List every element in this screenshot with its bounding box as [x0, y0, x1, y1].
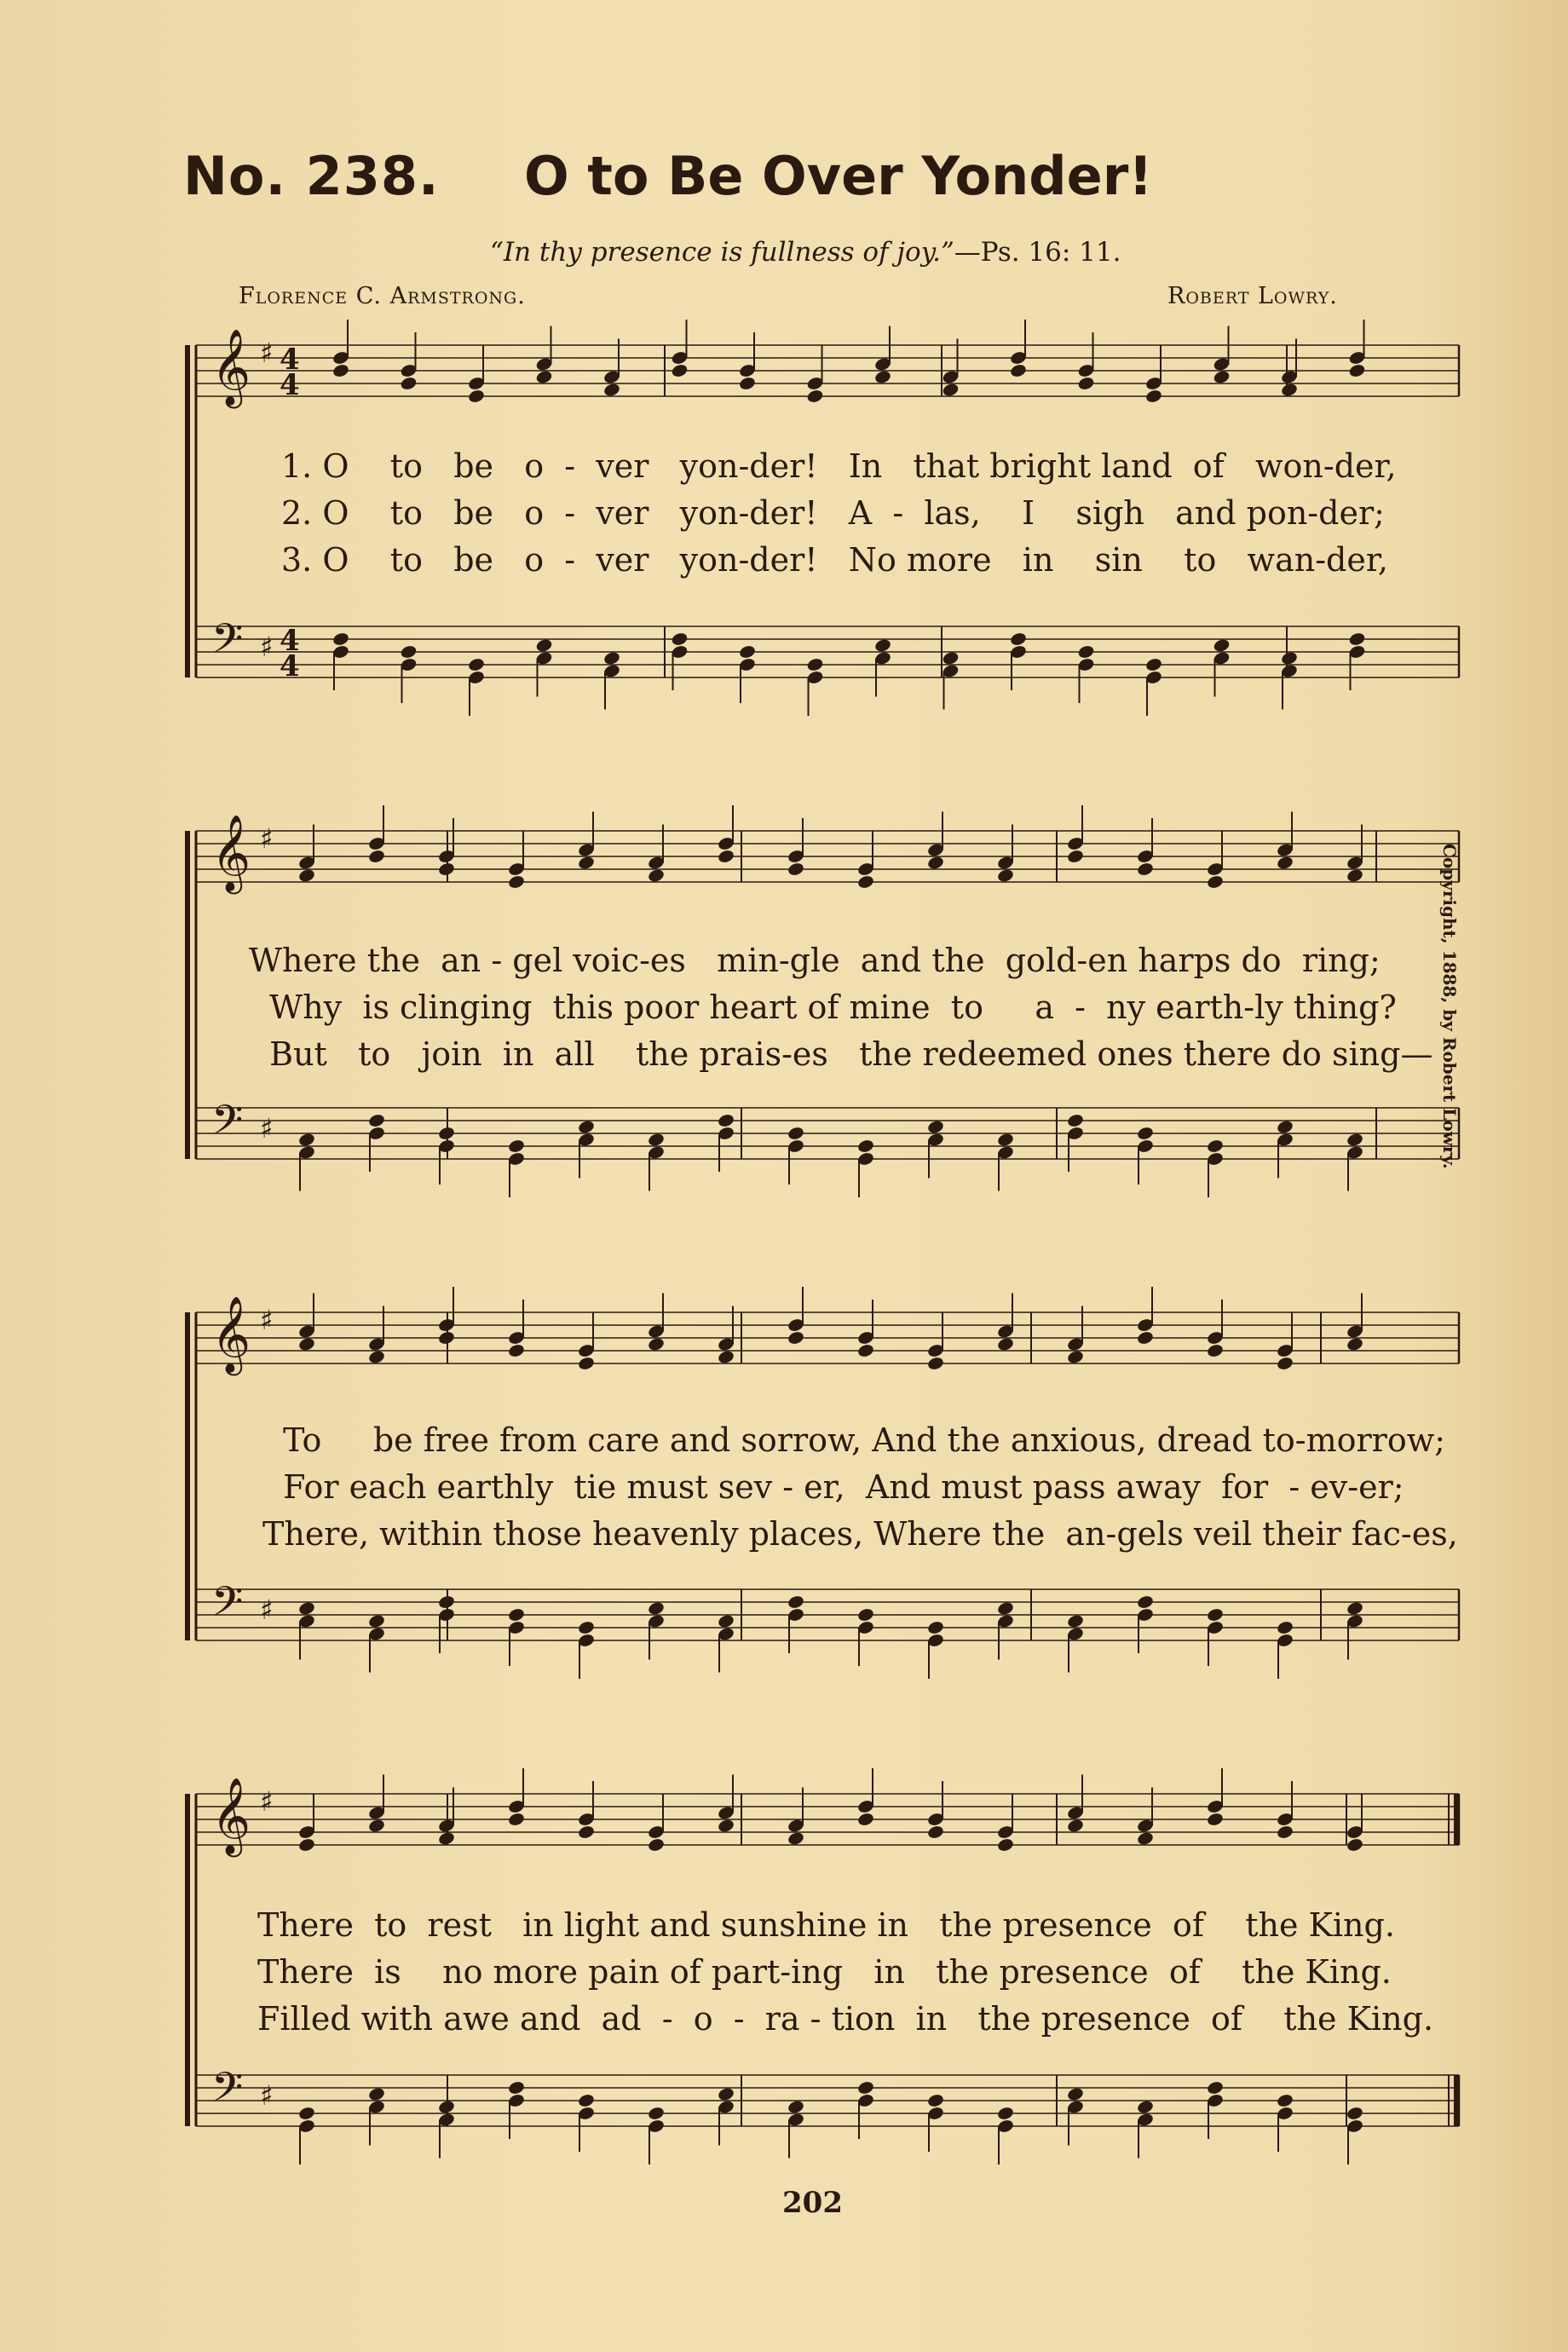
note-head-icon	[297, 1837, 315, 1853]
sharp-icon: ♯	[260, 2079, 274, 2112]
bass-clef-icon: 𝄢	[211, 614, 244, 672]
note-head-icon	[856, 1607, 874, 1623]
note-head-icon	[507, 2080, 525, 2095]
note-head-icon	[437, 1126, 455, 1141]
note-head-icon	[1213, 369, 1231, 384]
lyric-line: Why is clinging this poor heart of mine to a - ny earth-ly thing?	[249, 989, 1397, 1026]
note-head-icon	[1276, 1620, 1294, 1635]
note-head-icon	[671, 363, 689, 378]
bass-clef-icon: 𝄢	[211, 1096, 244, 1154]
lyric-line: 1. O to be o - ver yon-der! In that bright land of won-der,	[281, 447, 1397, 485]
note-head-icon	[1276, 1119, 1294, 1134]
note-head-icon	[437, 1594, 455, 1610]
note-head-icon	[1009, 631, 1027, 647]
note-head-icon	[297, 1132, 315, 1147]
note-head-icon	[1066, 1113, 1084, 1128]
lyric-line: Filled with awe and ad - o - ra - tion in the presence of the King.	[257, 2000, 1434, 2038]
copyright-notice: Copyright, 1888, by Robert Lowry.	[1439, 844, 1460, 1169]
note-head-icon	[367, 849, 385, 864]
note-head-icon	[602, 382, 620, 397]
note-head-icon	[437, 862, 455, 877]
time-signature-icon: 4	[280, 649, 300, 683]
note-head-icon	[1136, 1830, 1154, 1846]
note-head-icon	[738, 644, 756, 660]
note-head-icon	[787, 862, 804, 877]
note-head-icon	[1348, 631, 1366, 647]
note-head-icon	[1213, 637, 1231, 653]
note-head-icon	[297, 1336, 315, 1352]
note-head-icon	[996, 1837, 1014, 1853]
note-head-icon	[1066, 1613, 1084, 1629]
note-head-icon	[717, 1113, 735, 1128]
note-head-icon	[1346, 1600, 1363, 1616]
note-head-icon	[1009, 363, 1027, 378]
note-head-icon	[647, 2106, 665, 2121]
note-head-icon	[1346, 1336, 1363, 1352]
hymn-title: O to Be Over Yonder!	[524, 145, 1153, 207]
note-head-icon	[400, 376, 418, 391]
note-head-icon	[717, 2086, 735, 2101]
note-head-icon	[1280, 650, 1298, 666]
note-head-icon	[942, 650, 960, 666]
note-head-icon	[996, 1336, 1014, 1352]
time-signature-icon: 4	[280, 343, 300, 377]
note-head-icon	[331, 363, 349, 378]
sharp-icon: ♯	[260, 822, 274, 855]
note-head-icon	[1066, 849, 1084, 864]
note-head-icon	[1276, 855, 1294, 870]
note-head-icon	[787, 1126, 804, 1141]
note-head-icon	[926, 855, 944, 870]
note-head-icon	[507, 1139, 525, 1154]
note-head-icon	[1066, 1818, 1084, 1833]
composer: Robert Lowry.	[1167, 283, 1338, 309]
note-head-icon	[1136, 1126, 1154, 1141]
note-head-icon	[467, 657, 485, 672]
note-head-icon	[1276, 2093, 1294, 2108]
note-head-icon	[856, 1343, 874, 1358]
note-head-icon	[996, 1132, 1014, 1147]
note-head-icon	[926, 1620, 944, 1635]
bass-clef-icon: 𝄢	[211, 2063, 244, 2121]
note-head-icon	[367, 1113, 385, 1128]
note-head-icon	[787, 2099, 804, 2114]
note-head-icon	[297, 2106, 315, 2121]
note-head-icon	[577, 1119, 595, 1134]
note-head-icon	[577, 1620, 595, 1635]
note-head-icon	[1346, 2106, 1363, 2121]
note-head-icon	[1206, 874, 1224, 890]
note-head-icon	[926, 2093, 944, 2108]
note-head-icon	[787, 1594, 804, 1610]
lyric-line: 2. O to be o - ver yon-der! A - las, I sigh and pon-der;	[281, 494, 1385, 532]
note-head-icon	[367, 2086, 385, 2101]
note-head-icon	[507, 874, 525, 890]
note-head-icon	[647, 1132, 665, 1147]
note-head-icon	[942, 382, 960, 397]
note-head-icon	[1206, 1343, 1224, 1358]
lyric-line: There, within those heavenly places, Where the an-gels veil their fac-es,	[262, 1515, 1458, 1553]
lyricist: Florence C. Armstrong.	[239, 283, 526, 309]
note-head-icon	[1206, 1607, 1224, 1623]
note-head-icon	[738, 376, 756, 391]
note-head-icon	[717, 849, 735, 864]
note-head-icon	[1346, 1132, 1363, 1147]
note-head-icon	[1077, 376, 1095, 391]
note-head-icon	[1066, 1349, 1084, 1364]
note-head-icon	[787, 1830, 804, 1846]
note-head-icon	[1276, 1356, 1294, 1371]
note-head-icon	[647, 868, 665, 883]
epigraph-quote: “In thy presence is fullness of joy.”	[490, 237, 954, 268]
note-head-icon	[1206, 1139, 1224, 1154]
note-head-icon	[400, 644, 418, 660]
lyric-line: To be free from care and sorrow, And the anxious, dread to-morrow;	[262, 1421, 1446, 1459]
treble-clef-icon: 𝄞	[211, 815, 251, 891]
note-head-icon	[1206, 2080, 1224, 2095]
note-head-icon	[856, 1812, 874, 1827]
note-head-icon	[507, 1607, 525, 1623]
note-head-icon	[1136, 1330, 1154, 1346]
sharp-icon: ♯	[260, 337, 274, 369]
note-head-icon	[856, 2080, 874, 2095]
epigraph-reference: —Ps. 16: 11.	[954, 237, 1121, 268]
treble-clef-icon: 𝄞	[211, 329, 251, 406]
note-head-icon	[577, 2093, 595, 2108]
lyric-line: But to join in all the prais-es the redeemed ones there do sing—	[249, 1035, 1433, 1073]
lyric-line: Where the an - gel voic-es min-gle and the gold-en harps do ring;	[249, 942, 1381, 979]
treble-clef-icon: 𝄞	[211, 1778, 251, 1854]
note-head-icon	[467, 389, 485, 404]
note-head-icon	[647, 1600, 665, 1616]
note-head-icon	[996, 868, 1014, 883]
lyric-line: There to rest in light and sunshine in the presence of the King.	[257, 1906, 1395, 1944]
note-head-icon	[535, 369, 553, 384]
note-head-icon	[1077, 644, 1095, 660]
note-head-icon	[577, 855, 595, 870]
note-head-icon	[507, 1343, 525, 1358]
note-head-icon	[437, 1330, 455, 1346]
note-head-icon	[331, 631, 349, 647]
note-head-icon	[1206, 1812, 1224, 1827]
note-head-icon	[507, 1812, 525, 1827]
note-head-icon	[437, 1830, 455, 1846]
note-head-icon	[297, 1600, 315, 1616]
note-head-icon	[717, 1349, 735, 1364]
note-head-icon	[1346, 1837, 1363, 1853]
lyric-line: 3. O to be o - ver yon-der! No more in sin to wan-der,	[281, 541, 1388, 579]
bass-clef-icon: 𝄢	[211, 1577, 244, 1635]
sharp-icon: ♯	[260, 1112, 274, 1144]
note-head-icon	[297, 868, 315, 883]
time-signature-icon: 4	[280, 624, 300, 658]
lyric-line: For each earthly tie must sev - er, And must pass away for - ev-er;	[262, 1468, 1404, 1506]
note-head-icon	[856, 874, 874, 890]
note-head-icon	[787, 1330, 804, 1346]
note-head-icon	[873, 369, 891, 384]
note-head-icon	[671, 631, 689, 647]
sharp-icon: ♯	[260, 631, 274, 663]
note-head-icon	[647, 1837, 665, 1853]
note-head-icon	[1136, 2099, 1154, 2114]
note-head-icon	[1346, 868, 1363, 883]
note-head-icon	[1348, 363, 1366, 378]
note-head-icon	[535, 637, 553, 653]
note-head-icon	[577, 1356, 595, 1371]
lyric-line: There is no more pain of part-ing in the presence of the King.	[257, 1953, 1392, 1991]
time-signature-icon: 4	[280, 368, 300, 402]
note-head-icon	[1280, 382, 1298, 397]
treble-clef-icon: 𝄞	[211, 1296, 251, 1373]
page-number: 202	[782, 2186, 843, 2220]
note-head-icon	[437, 2099, 455, 2114]
note-head-icon	[367, 1818, 385, 1833]
sharp-icon: ♯	[260, 1594, 274, 1626]
hymn-number: No. 238.	[183, 145, 440, 207]
note-head-icon	[926, 1356, 944, 1371]
note-head-icon	[1144, 389, 1162, 404]
note-head-icon	[926, 1825, 944, 1840]
sharp-icon: ♯	[260, 1304, 274, 1336]
note-head-icon	[1144, 657, 1162, 672]
note-head-icon	[1276, 1825, 1294, 1840]
note-head-icon	[996, 2106, 1014, 2121]
note-head-icon	[602, 650, 620, 666]
note-head-icon	[647, 1336, 665, 1352]
note-head-icon	[1136, 862, 1154, 877]
note-head-icon	[873, 637, 891, 653]
note-head-icon	[717, 1613, 735, 1629]
note-head-icon	[806, 657, 824, 672]
sharp-icon: ♯	[260, 1785, 274, 1818]
note-head-icon	[926, 1119, 944, 1134]
note-head-icon	[577, 1825, 595, 1840]
note-head-icon	[1136, 1594, 1154, 1610]
note-head-icon	[856, 1139, 874, 1154]
note-head-icon	[367, 1349, 385, 1364]
note-head-icon	[806, 389, 824, 404]
note-head-icon	[717, 1818, 735, 1833]
note-head-icon	[996, 1600, 1014, 1616]
note-head-icon	[1066, 2086, 1084, 2101]
note-head-icon	[367, 1613, 385, 1629]
